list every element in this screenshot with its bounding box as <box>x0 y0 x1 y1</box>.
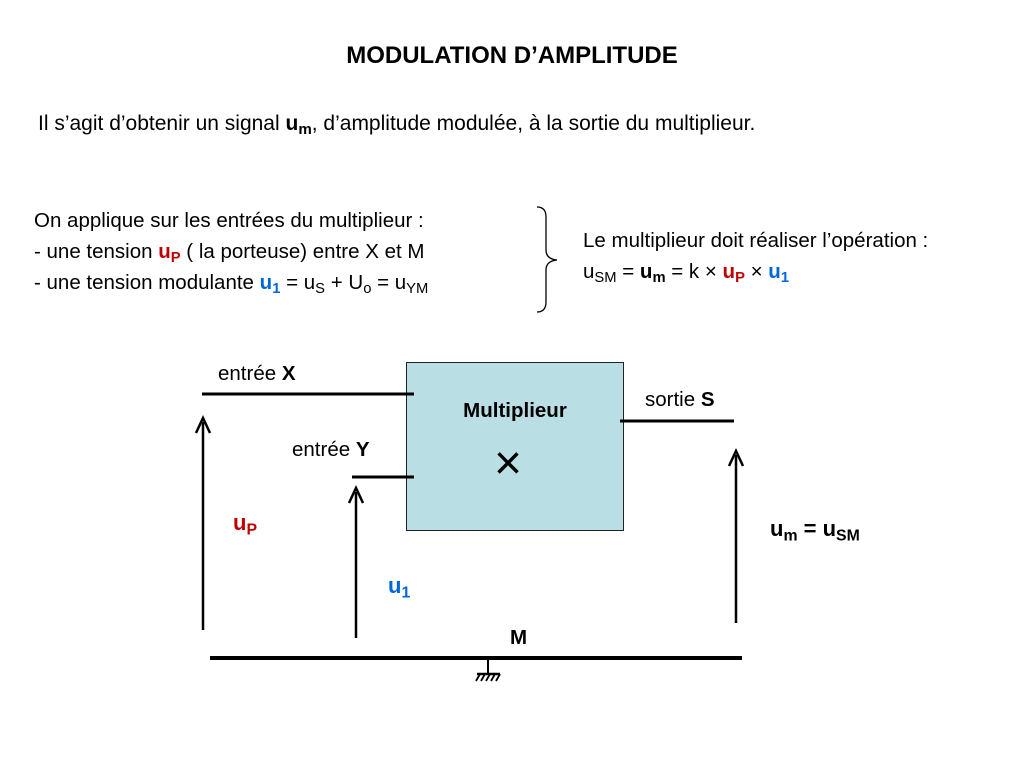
inputs-line-2: - une tension $u_P$ ( la porteuse) entre X et M <box>34 240 425 267</box>
multiply-icon: × <box>494 437 523 490</box>
inputs-line-3: - une tension modulante $u_1 = u_S + U_o = u_{YM}$ <box>34 271 429 298</box>
voltage-label-u1: $u_1$ <box>388 573 411 602</box>
ground-label-m: M <box>510 626 528 649</box>
curly-brace <box>537 207 557 312</box>
inputs-line-1: On applique sur les entrées du multiplieur : <box>34 209 424 232</box>
label-output-s: sortie S <box>645 388 715 411</box>
signal-um: $u_m$ <box>285 112 312 139</box>
page-title: MODULATION D’AMPLITUDE <box>346 42 678 69</box>
symbol-up: $u_P$ <box>158 240 181 267</box>
voltage-label-um: $u_m = u_{SM}$ <box>770 516 860 545</box>
symbol-u1: $u_1$ <box>259 271 281 298</box>
operation-formula: $u_{SM} = u_m = k \times u_P \times u_1$ <box>583 260 790 287</box>
voltage-label-up: $u_P$ <box>233 510 258 539</box>
formula-um: $u_m$ <box>639 260 666 287</box>
formula-u1: $u_1$ <box>768 260 790 287</box>
operation-line-1: Le multiplieur doit réaliser l’opération : <box>583 229 929 252</box>
ground-icon <box>476 658 500 681</box>
intro-sentence: Il s’agit d’obtenir un signal $u_m$, d’amplitude modulée, à la sortie du multiplieur. <box>38 112 756 139</box>
label-input-x: entrée X <box>218 362 296 385</box>
label-input-y: entrée Y <box>292 438 370 461</box>
multiplier-label: Multiplieur <box>463 399 567 422</box>
formula-up: $u_P$ <box>722 260 745 287</box>
